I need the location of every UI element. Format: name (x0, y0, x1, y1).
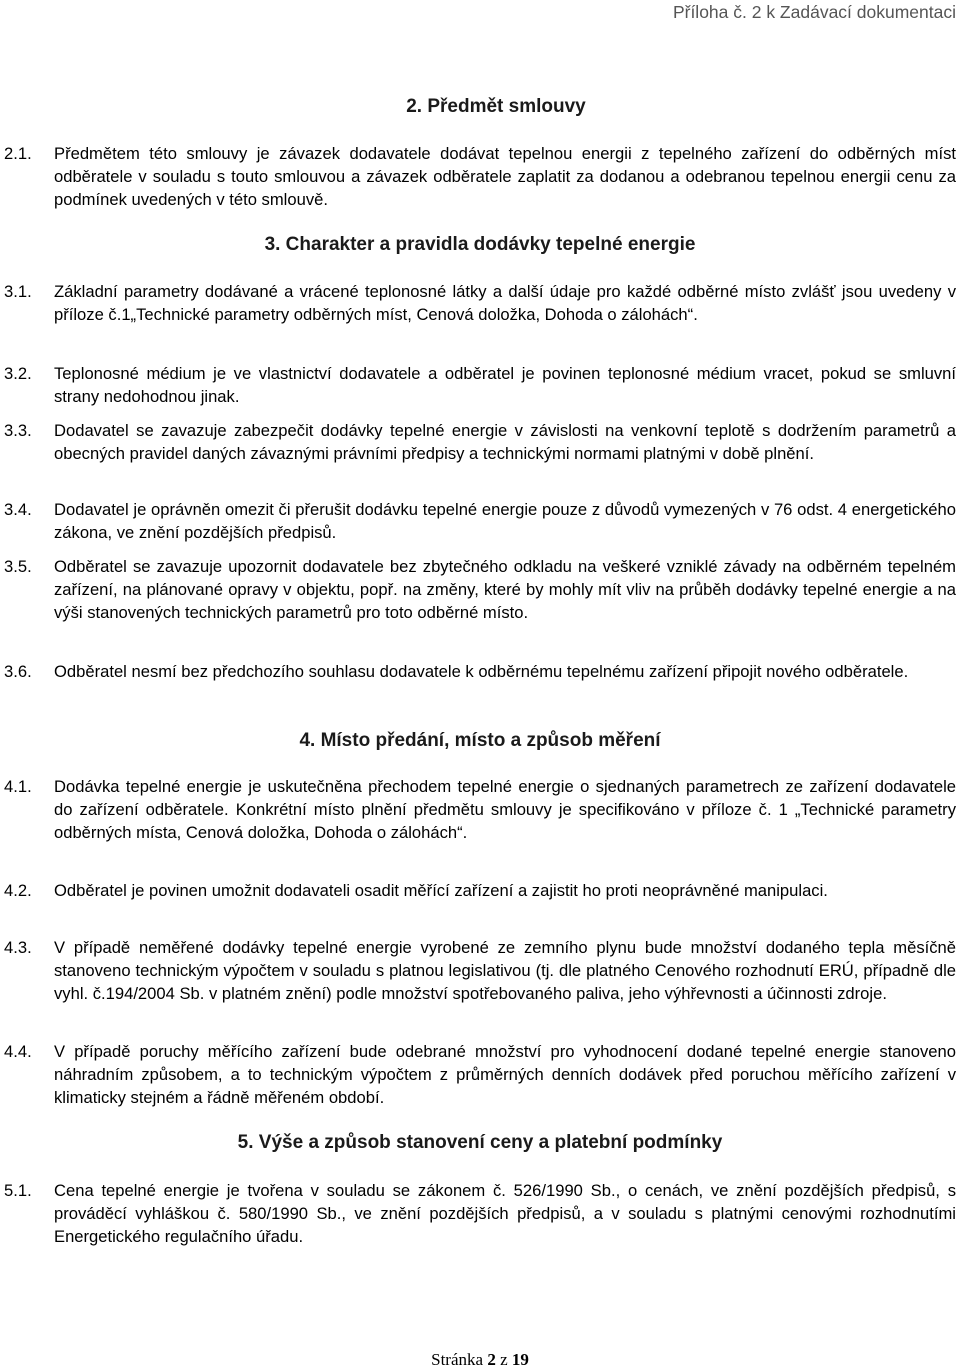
document-header: Příloha č. 2 k Zadávací dokumentaci (672, 2, 956, 22)
clause-text: Základní parametry dodávané a vrácené teplonosné látky a další údaje pro každé odběrné místo zvlášť jsou uvedeny v příloze č.1„Technické parametry odběrných míst, Cenová doložka, Dohoda o zálohách“. (54, 282, 956, 324)
clause-text: Dodávka tepelné energie je uskutečněna přechodem tepelné energie o sjednaných parametrech ze zařízení dodavatele do zařízení odběratele. Konkrétní místo plnění předmětu smlouvy je specifikováno v příloze č. 1 „Technické parametry odběrných místa, Cenová doložka, Dohoda o zálohách“. (54, 777, 956, 842)
clause-text: V případě poruchy měřícího zařízení bude odebrané množství pro vyhodnocení dodané tepelné energie stanoveno náhradním způsobem, a to technickým výpočtem z průměrných denních dodávek před poruchou měřícího zařízení v klimaticky stejném a řádně měřeném období. (54, 1042, 956, 1107)
clause-number: 4.3. (4, 938, 32, 957)
footer-mid: z (495, 1350, 512, 1369)
clause-number: 3.6. (4, 662, 32, 681)
clause-text: Odběratel nesmí bez předchozího souhlasu dodavatele k odběrnému tepelnému zařízení připojit nového odběratele. (54, 662, 909, 681)
section-heading-5: 5. Výše a způsob stanovení ceny a platební podmínky (237, 1132, 723, 1153)
clause-text: Odběratel je povinen umožnit dodavateli osadit měřící zařízení a zajistit ho proti neoprávněné manipulaci. (54, 881, 828, 900)
clause-text: Předmětem této smlouvy je závazek dodavatele dodávat tepelnou energii z tepelného zařízení do odběrných míst odběratele v souladu s touto smlouvou a závazek odběratele zaplatit za dodanou a odebranou tepelnou energii cenu za podmínek uvedených v této smlouvě. (54, 144, 956, 209)
footer-page-number: 2 (487, 1350, 496, 1369)
section-heading-3: 3. Charakter a pravidla dodávky tepelné energie (264, 234, 696, 255)
section-heading-4: 4. Místo předání, místo a způsob měření (299, 730, 661, 751)
clause-number: 3.5. (4, 557, 32, 576)
clause-text: Odběratel se zavazuje upozornit dodavatele bez zbytečného odkladu na veškeré vzniklé závady na odběrném tepelném zařízení, na plánované opravy v objektu, popř. na změny, které by mohly mít vliv na průběh dodávky tepelné energie a na výši stanovených technických parametrů pro toto odběrné místo. (54, 557, 956, 622)
clause-number: 3.3. (4, 421, 32, 440)
clause-number: 4.1. (4, 777, 32, 796)
clause-number: 5.1. (4, 1181, 32, 1200)
clause-number: 2.1. (4, 144, 32, 163)
clause-text: Teplonosné médium je ve vlastnictví dodavatele a odběratel je povinen teplonosné médium vracet, pokud se smluvní strany nedohodnou jinak. (54, 364, 956, 406)
page-footer (0, 1350, 960, 1370)
clause-text: Dodavatel je oprávněn omezit či přerušit dodávku tepelné energie pouze z důvodů vymezených v 76 odst. 4 energetického zákona, ve znění pozdějších předpisů. (54, 500, 956, 542)
clause-text: Dodavatel se zavazuje zabezpečit dodávky tepelné energie v závislosti na venkovní teplotě s dodržením parametrů a obecných pravidel daných závaznými právními předpisy a technickými normami platnými v době plnění. (54, 421, 956, 463)
clause-number: 4.4. (4, 1042, 32, 1061)
clause-number: 4.2. (4, 881, 32, 900)
clause-number: 3.2. (4, 364, 32, 383)
footer-page-total: 19 (511, 1350, 529, 1369)
clause-number: 3.4. (4, 500, 32, 519)
clause-number: 3.1. (4, 282, 32, 301)
section-heading-2: 2. Předmět smlouvy (406, 96, 586, 117)
footer-prefix: Stránka (431, 1350, 488, 1369)
clause-text: V případě neměřené dodávky tepelné energie vyrobené ze zemního plynu bude množství dodaného tepla měsíčně stanoveno technickým výpočtem v souladu s platnou legislativou (tj. dle platného Cenového rozhodnutí ERÚ, případně dle vyhl. č.194/2004 Sb. v platném znění) podle množství spotřebovaného paliva, jeho výhřevnosti a účinnosti zdroje. (54, 938, 956, 1003)
clause-text: Cena tepelné energie je tvořena v souladu se zákonem č. 526/1990 Sb., o cenách, ve znění pozdějších předpisů, s prováděcí vyhláškou č. 580/1990 Sb., ve znění pozdějších předpisů, a v souladu s platnými cenovými rozhodnutími Energetického regulačního úřadu. (54, 1181, 956, 1246)
